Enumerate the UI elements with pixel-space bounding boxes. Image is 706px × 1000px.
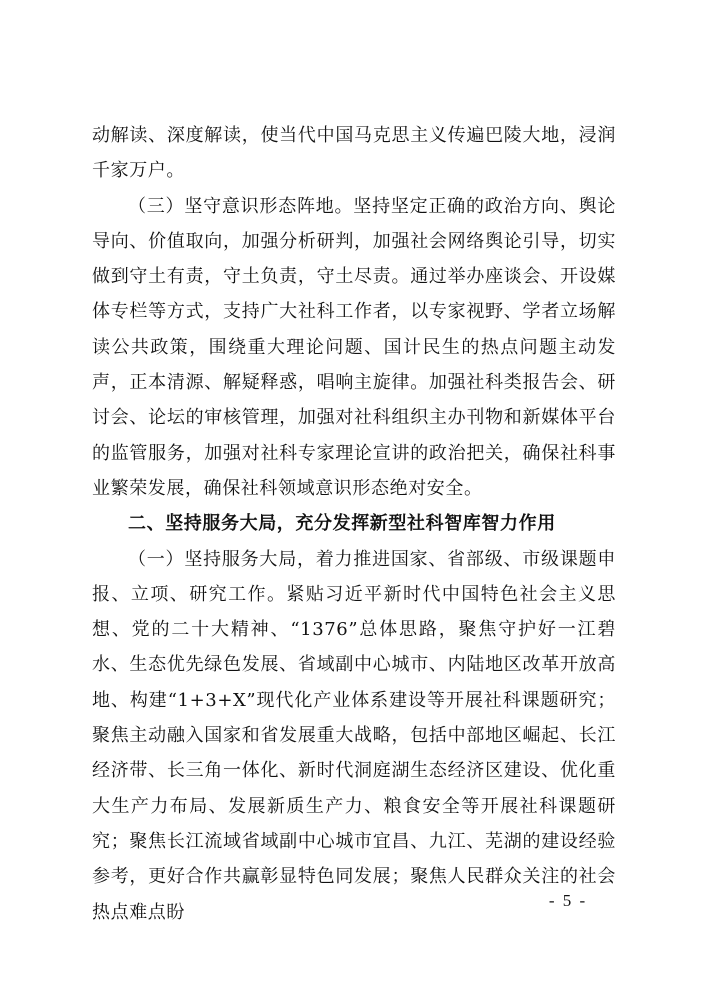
- paragraph-continuation: 动解读、深度解读，使当代中国马克思主义传遍巴陵大地，浸润千家万户。: [92, 125, 616, 182]
- page-number: - 5 -: [548, 891, 588, 910]
- paragraph-research-projects: （一）坚持服务大局，着力推进国家、省部级、市级课题申报、立项、研究工作。紧贴习近平新时代中国特色社会主义思想、党的二十大精神、“1376”总体思路，聚焦守护好一江碧水、生态优先绿色发展、省域副中心城市、内陆地区改革开放高地、构建“1+3+X”现代化产业体系建设等开展社科课题研究；聚焦主动融入国家和省发展重大战略，包括中部地区崛起、长江经济带、长三角一体化、新时代洞庭湖生态经济区建设、优化重大生产力布局、发展新质生产力、粮食安全等开展社科课题研究；聚焦长江流域省域副中心城市宜昌、九江、芜湖的建设经验参考，更好合作共赢彰显特色同发展；聚焦人民群众关注的社会热点难点盼: [92, 548, 616, 923]
- section-heading-serve-overall: 二、坚持服务大局，充分发挥新型社科智库智力作用: [128, 513, 556, 535]
- document-body: [92, 118, 616, 930]
- paragraph-ideology-front: （三）坚守意识形态阵地。坚持坚定正确的政治方向、舆论导向、价值取向，加强分析研判，加强社会网络舆论引导，切实做到守土有责，守土负责，守土尽责。通过举办座谈会、开设媒体专栏等方式，支持广大社科工作者，以专家视野、学者立场解读公共政策，围绕重大理论问题、国计民生的热点问题主动发声，正本清源、解疑释惑，唱响主旋律。加强社科类报告会、研讨会、论坛的审核管理，加强对社科组织主办刊物和新媒体平台的监管服务，加强对社科专家理论宣讲的政治把关，确保社科事业繁荣发展，确保社科领域意识形态绝对安全。: [92, 195, 616, 499]
